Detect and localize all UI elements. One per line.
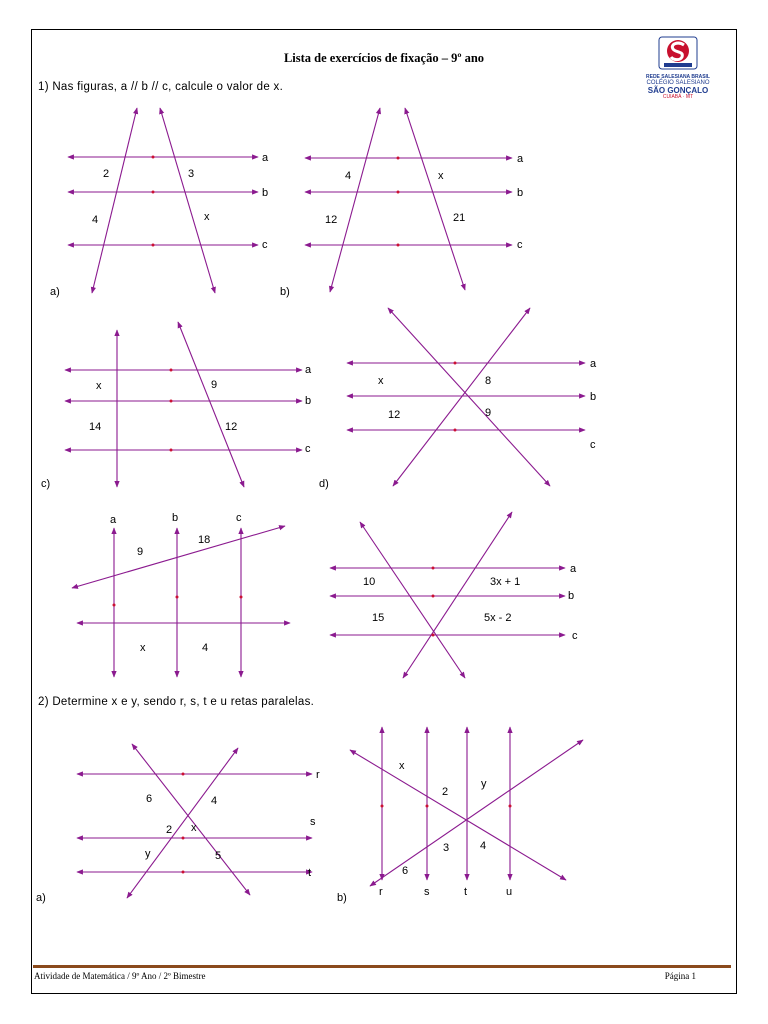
line-label-c: c — [590, 439, 596, 451]
segment-label: y — [145, 848, 151, 860]
logo-school: COLÉGIO SALESIANO — [646, 80, 710, 87]
line-label-c: c — [305, 443, 311, 455]
logo-name: SÃO GONÇALO — [647, 85, 709, 95]
segment-label: x — [140, 642, 146, 654]
segment-label: 9 — [137, 546, 144, 558]
point-mark — [170, 369, 173, 372]
line-label-b: b — [517, 187, 524, 199]
segment-label: 2 — [442, 786, 449, 798]
line-label-u: u — [506, 886, 513, 898]
point-mark — [432, 595, 435, 598]
segment-label: 4 — [211, 795, 218, 807]
point-mark — [152, 156, 155, 159]
segment-label: x — [96, 380, 102, 392]
point-mark — [182, 871, 185, 874]
transversal-diagonal — [178, 322, 244, 487]
point-mark — [381, 805, 384, 808]
logo-network: REDE SALESIANA BRASIL — [646, 74, 710, 80]
line-label-a: a — [110, 514, 117, 526]
point-mark — [432, 567, 435, 570]
question-2-text: 2) Determine x e y, sendo r, s, t e u retas paralelas. — [38, 696, 315, 708]
transversal-1 — [388, 308, 550, 486]
line-label-r: r — [316, 769, 320, 781]
transversal-2 — [127, 748, 238, 898]
transversal-1 — [92, 108, 137, 293]
line-label-c: c — [262, 239, 268, 251]
segment-label: y — [481, 778, 487, 790]
point-mark — [170, 449, 173, 452]
line-label-a: a — [570, 563, 577, 575]
segment-label: x — [378, 375, 384, 387]
line-label-c: c — [572, 630, 578, 642]
segment-label: 4 — [202, 642, 209, 654]
figure-f — [330, 512, 578, 678]
line-label-b: b — [568, 590, 575, 602]
point-mark — [182, 837, 185, 840]
point-mark — [426, 805, 429, 808]
line-label-s: s — [310, 816, 316, 828]
line-label-b: b — [305, 395, 312, 407]
figure-q2a — [36, 744, 320, 904]
line-label-t: t — [464, 886, 468, 898]
line-label-a: a — [262, 152, 269, 164]
footer-course: Atividade de Matemática / 9º Ano / 2º Bimestre — [34, 971, 206, 981]
point-mark — [397, 191, 400, 194]
point-mark — [432, 634, 435, 637]
segment-label: 5x - 2 — [484, 612, 512, 624]
point-mark — [397, 244, 400, 247]
figure-letter: c) — [41, 478, 51, 490]
segment-label: x — [191, 822, 197, 834]
transversal-2 — [160, 108, 215, 293]
transversal-1 — [330, 108, 380, 292]
transversal-2 — [403, 512, 512, 678]
line-label-b: b — [172, 512, 179, 524]
point-mark — [152, 244, 155, 247]
segment-label: 12 — [225, 421, 238, 433]
page-title: Lista de exercícios de fixação – 9º ano — [283, 51, 485, 65]
figure-letter: b) — [337, 892, 347, 904]
transversal-2 — [393, 308, 530, 486]
segment-label: 3 — [188, 168, 195, 180]
figure-letter: d) — [319, 478, 329, 490]
line-label-a: a — [517, 153, 524, 165]
point-mark — [182, 773, 185, 776]
point-mark — [113, 604, 116, 607]
line-label-a: a — [590, 358, 597, 370]
figure-letter: a) — [36, 892, 46, 904]
transversal-1 — [360, 522, 465, 678]
point-mark — [176, 596, 179, 599]
question-1-text: 1) Nas figuras, a // b // c, calcule o valor de x. — [38, 81, 284, 93]
line-label-b: b — [590, 391, 597, 403]
segment-label: 10 — [363, 576, 376, 588]
point-mark — [240, 596, 243, 599]
segment-label: 2 — [166, 824, 173, 836]
segment-label: 3x + 1 — [490, 576, 521, 588]
segment-label: 4 — [345, 170, 352, 182]
line-label-t: t — [308, 867, 312, 879]
footer-divider — [33, 965, 731, 968]
point-mark — [454, 429, 457, 432]
point-mark — [509, 805, 512, 808]
figure-letter: a) — [50, 286, 60, 298]
segment-label: x — [204, 211, 210, 223]
logo-city: CUIABÁ · MT — [662, 93, 694, 100]
figure-c — [41, 322, 312, 490]
figure-a — [50, 108, 269, 298]
figure-e — [72, 512, 290, 677]
segment-label: 6 — [402, 865, 409, 877]
segment-label: 14 — [89, 421, 102, 433]
figure-letter: b) — [280, 286, 290, 298]
segment-label: 9 — [485, 407, 492, 419]
point-mark — [397, 157, 400, 160]
segment-label: 5 — [215, 850, 222, 862]
segment-label: 6 — [146, 793, 153, 805]
footer-page-number: Página 1 — [664, 971, 696, 981]
segment-label: 9 — [211, 379, 218, 391]
segment-label: 21 — [453, 212, 466, 224]
point-mark — [152, 191, 155, 194]
segment-label: 8 — [485, 375, 492, 387]
segment-label: 12 — [388, 409, 401, 421]
segment-label: 15 — [372, 612, 385, 624]
segment-label: 4 — [92, 214, 99, 226]
line-label-c: c — [517, 239, 523, 251]
line-label-r: r — [379, 886, 383, 898]
figure-b — [280, 108, 524, 298]
segment-label: 18 — [198, 534, 211, 546]
line-label-s: s — [424, 886, 430, 898]
line-label-b: b — [262, 187, 269, 199]
segment-label: x — [438, 170, 444, 182]
line-label-a: a — [305, 364, 312, 376]
segment-label: 3 — [443, 842, 450, 854]
segment-label: 12 — [325, 214, 338, 226]
figure-d — [319, 308, 597, 490]
point-mark — [170, 400, 173, 403]
line-label-c: c — [236, 512, 242, 524]
segment-label: 2 — [103, 168, 110, 180]
segment-label: x — [399, 760, 405, 772]
figure-q2b — [337, 727, 583, 904]
transversal-1 — [72, 526, 285, 588]
transversal-2 — [405, 108, 465, 290]
point-mark — [454, 362, 457, 365]
segment-label: 4 — [480, 840, 487, 852]
